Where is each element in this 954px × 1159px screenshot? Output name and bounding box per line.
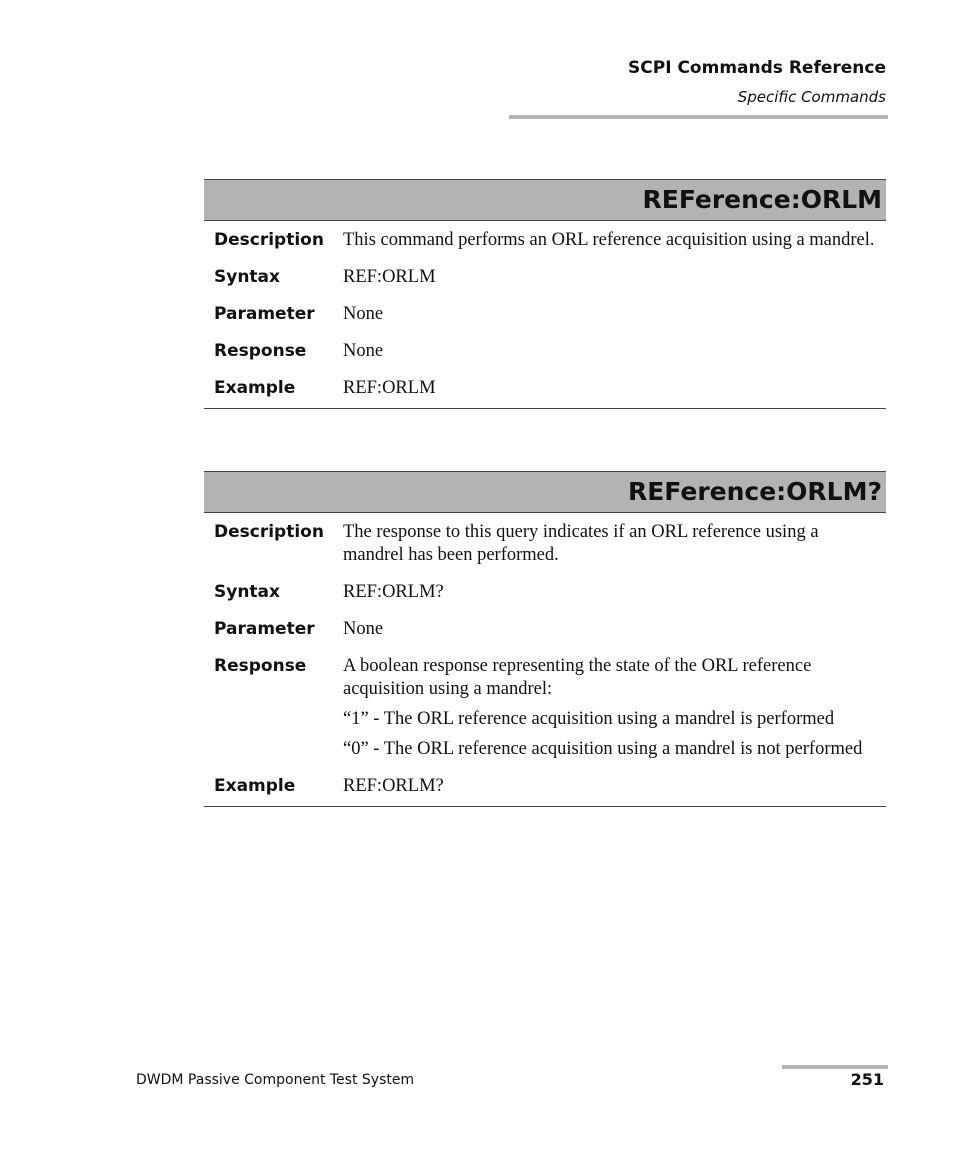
- parameter-row: [204, 295, 886, 332]
- response-row: [204, 332, 886, 369]
- page-number: 251: [850, 1070, 884, 1089]
- command-bottom-rule: [204, 408, 886, 409]
- parameter-label: Parameter: [214, 304, 315, 324]
- header-subtitle: Specific Commands: [737, 88, 886, 106]
- description-value: This command performs an ORL reference acquisition using a mandrel.: [343, 230, 875, 250]
- syntax-label: Syntax: [214, 582, 280, 602]
- syntax-row: [204, 258, 886, 295]
- parameter-value: None: [343, 619, 384, 639]
- example-value: REF:ORLM: [343, 378, 436, 398]
- syntax-label: Syntax: [214, 267, 280, 287]
- example-label: Example: [214, 378, 296, 398]
- response-value: [343, 340, 886, 363]
- header-title: SCPI Commands Reference: [628, 58, 886, 78]
- command-block-orlm: [204, 179, 886, 409]
- description-row: [204, 221, 886, 258]
- description-label: Description: [214, 230, 324, 250]
- response-value: [343, 655, 886, 761]
- parameter-value: None: [343, 304, 384, 324]
- command-block-orlm-query: [204, 471, 886, 807]
- syntax-value: REF:ORLM?: [343, 582, 444, 602]
- response-label: Response: [214, 341, 307, 361]
- response-line: “0” - The ORL reference acquisition using a mandrel is not performed: [343, 739, 863, 759]
- response-row: [204, 647, 886, 767]
- example-label: Example: [214, 776, 296, 796]
- example-row: [204, 767, 886, 804]
- response-line: None: [343, 341, 384, 361]
- parameter-row: [204, 610, 886, 647]
- syntax-value: REF:ORLM: [343, 267, 436, 287]
- description-value: The response to this query indicates if an ORL reference using a mandrel has been performed.: [343, 522, 819, 565]
- command-title: REFerence:ORLM: [204, 179, 886, 221]
- description-label: Description: [214, 522, 324, 542]
- syntax-row: [204, 573, 886, 610]
- parameter-label: Parameter: [214, 619, 315, 639]
- response-line: A boolean response representing the state of the ORL reference acquisition using a mandrel:: [343, 656, 812, 699]
- description-row: [204, 513, 886, 573]
- response-line: “1” - The ORL reference acquisition using a mandrel is performed: [343, 709, 835, 729]
- response-label: Response: [214, 656, 307, 676]
- command-title: REFerence:ORLM?: [204, 471, 886, 513]
- command-bottom-rule: [204, 806, 886, 807]
- example-row: [204, 369, 886, 406]
- example-value: REF:ORLM?: [343, 776, 444, 796]
- header-rule: [509, 115, 888, 119]
- footer-product-name: DWDM Passive Component Test System: [136, 1072, 415, 1088]
- footer-rule: [782, 1065, 888, 1069]
